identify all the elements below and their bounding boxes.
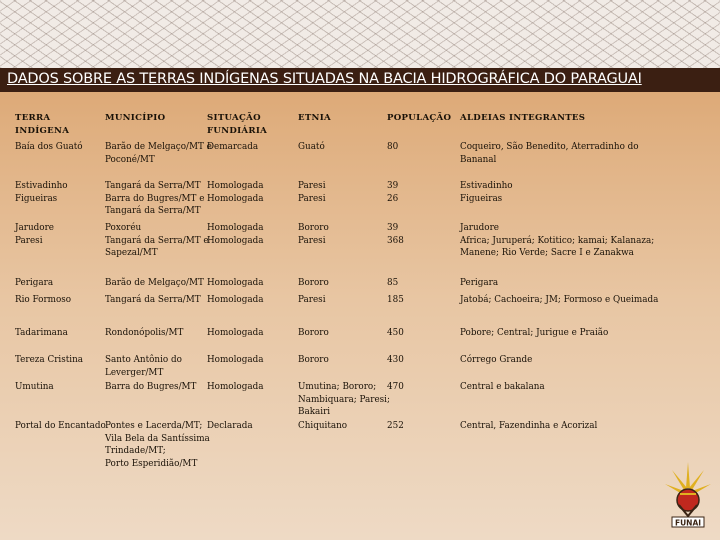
cell-line: Homologada bbox=[207, 193, 264, 204]
cell-line: Demarcada bbox=[207, 142, 259, 152]
cell-populacao bbox=[387, 141, 398, 154]
cell-line: Sapezal/MT bbox=[105, 248, 158, 258]
cell-line: Jarudore bbox=[15, 223, 54, 233]
cell-line: Perigara bbox=[460, 278, 499, 288]
cell-line: Barão de Melgaço/MT e bbox=[105, 142, 212, 152]
cell-line: Chiquitano bbox=[298, 421, 348, 431]
cell-line: 470 bbox=[387, 382, 404, 392]
cell-etnia bbox=[298, 222, 329, 247]
cell-municipio bbox=[105, 141, 212, 166]
cell-line: Poxoréu bbox=[105, 223, 142, 233]
cell-line: Homologada bbox=[207, 181, 264, 191]
cell-line: Paresi bbox=[15, 235, 43, 246]
cell-line: Tadarimana bbox=[15, 328, 68, 338]
cell-line: Bororo bbox=[298, 278, 329, 288]
cell-municipio bbox=[105, 327, 183, 340]
cell-line: Coqueiro, São Benedito, Aterradinho do bbox=[460, 142, 639, 152]
cell-line: 85 bbox=[387, 278, 399, 288]
cell-aldeias bbox=[460, 381, 545, 394]
cell-line: Bakairi bbox=[298, 407, 331, 417]
cell-municipio bbox=[105, 420, 210, 470]
cell-etnia bbox=[298, 420, 347, 433]
cell-line: Paresi bbox=[298, 295, 326, 305]
cell-line: Jatobá; Cachoeira; JM; Formoso e Queimada bbox=[460, 295, 659, 305]
logo-text: FUNAI bbox=[674, 518, 702, 528]
cell-municipio bbox=[105, 222, 209, 260]
cell-line: Leverger/MT bbox=[105, 367, 164, 378]
cell-line: Córrego Grande bbox=[460, 355, 533, 365]
cell-line: Bororo bbox=[298, 328, 329, 338]
cell-line: Barra do Bugres/MT e bbox=[105, 193, 205, 204]
cell-etnia bbox=[298, 327, 329, 340]
cell-terra-indigena bbox=[15, 277, 53, 290]
cell-municipio bbox=[105, 180, 204, 218]
cell-aldeias bbox=[460, 327, 608, 340]
cell-line: Homologada bbox=[207, 295, 264, 305]
feather-headdress-icon bbox=[665, 462, 711, 516]
cell-line: Homologada bbox=[207, 278, 264, 288]
cell-line: 185 bbox=[387, 295, 404, 305]
cell-aldeias bbox=[460, 354, 532, 367]
cell-aldeias bbox=[460, 141, 639, 166]
cell-line: 450 bbox=[387, 328, 404, 338]
cell-line: Bororo bbox=[298, 223, 329, 233]
cell-populacao bbox=[387, 420, 404, 433]
cell-populacao bbox=[387, 354, 404, 367]
cell-aldeias bbox=[460, 180, 513, 205]
cell-etnia bbox=[298, 277, 329, 290]
cell-line: Tangará da Serra/MT bbox=[105, 181, 201, 191]
cell-line: Figueiras bbox=[15, 193, 58, 204]
cell-aldeias bbox=[460, 277, 498, 290]
cell-line: Pontes e Lacerda/MT; bbox=[105, 421, 203, 431]
cell-line: 26 bbox=[387, 193, 399, 204]
cell-line: Perigara bbox=[15, 278, 54, 288]
cell-line: 80 bbox=[387, 142, 399, 152]
cell-line: Homologada bbox=[207, 235, 264, 246]
cell-terra-indigena bbox=[15, 354, 83, 367]
cell-line: Homologada bbox=[207, 382, 264, 392]
cell-line: Santo Antônio do bbox=[105, 355, 182, 365]
cell-etnia bbox=[298, 354, 329, 367]
cell-line: Central e bakalana bbox=[460, 382, 545, 392]
cell-terra-indigena bbox=[15, 222, 54, 247]
cell-line: Baía dos Guató bbox=[15, 142, 83, 152]
cell-line: Vila Bela da Santíssima bbox=[105, 433, 210, 444]
cell-line: Portal do Encantado bbox=[15, 421, 106, 431]
cell-line: 39 bbox=[387, 181, 399, 191]
cell-line: Paresi bbox=[298, 235, 326, 246]
cell-line: Trindade/MT; bbox=[105, 446, 166, 456]
cell-terra-indigena bbox=[15, 327, 68, 340]
cell-line: Rondonópolis/MT bbox=[105, 328, 184, 338]
cell-terra-indigena bbox=[15, 381, 54, 394]
cell-line: Bororo bbox=[298, 355, 329, 365]
cell-line: Declarada bbox=[207, 421, 253, 431]
cell-etnia bbox=[298, 294, 326, 307]
header-situacao-fundiaria: SITUAÇÃO FUNDIÁRIA bbox=[207, 113, 268, 136]
cell-municipio bbox=[105, 381, 196, 394]
cell-line: Central, Fazendinha e Acorizal bbox=[460, 421, 598, 431]
cell-line: Tereza Cristina bbox=[15, 355, 83, 365]
cell-line: Guató bbox=[298, 142, 325, 152]
page-title: DADOS SOBRE AS TERRAS INDÍGENAS SITUADAS NA BACIA HIDROGRÁFICA DO PARAGUAI bbox=[7, 71, 642, 87]
header-municipio: MUNICÍPIO bbox=[105, 113, 166, 123]
header-populacao: POPULAÇÃO bbox=[387, 113, 452, 123]
cell-line: Figueiras bbox=[460, 193, 503, 204]
cell-populacao bbox=[387, 381, 404, 394]
cell-municipio bbox=[105, 277, 204, 290]
cell-aldeias bbox=[460, 420, 597, 433]
cell-situacao bbox=[207, 180, 263, 205]
header-aldeias-integrantes: ALDEIAS INTEGRANTES bbox=[460, 113, 586, 123]
cell-situacao bbox=[207, 277, 263, 290]
cell-situacao bbox=[207, 222, 263, 247]
cell-line: Estivadinho bbox=[15, 181, 68, 191]
cell-terra-indigena bbox=[15, 294, 71, 307]
cell-line: Rio Formoso bbox=[15, 295, 72, 305]
cell-line: Jarudore bbox=[460, 223, 499, 233]
cell-municipio bbox=[105, 354, 182, 379]
cell-line: Nambiquara; Paresi; bbox=[298, 394, 390, 405]
cell-etnia bbox=[298, 180, 326, 205]
header-terra-indigena: TERRA INDÍGENA bbox=[15, 113, 70, 136]
cell-terra-indigena bbox=[15, 141, 83, 154]
cell-line: 39 bbox=[387, 223, 399, 233]
cell-line: 252 bbox=[387, 421, 404, 431]
cell-line: Estivadinho bbox=[460, 181, 513, 191]
cell-aldeias bbox=[460, 294, 658, 307]
cell-populacao bbox=[387, 327, 404, 340]
cell-line: Bananal bbox=[460, 154, 497, 165]
cell-etnia bbox=[298, 141, 325, 154]
cell-etnia bbox=[298, 381, 390, 419]
cell-terra-indigena bbox=[15, 420, 106, 433]
cell-municipio bbox=[105, 294, 201, 307]
cell-line: Homologada bbox=[207, 223, 264, 233]
cell-populacao bbox=[387, 222, 404, 247]
cell-line: Tangará da Serra/MT e bbox=[105, 235, 209, 246]
cell-line: Paresi bbox=[298, 181, 326, 191]
cell-line: Poconé/MT bbox=[105, 154, 155, 165]
cell-line: Paresi bbox=[298, 193, 326, 204]
funai-logo bbox=[662, 458, 714, 536]
cell-line: Manene; Rio Verde; Sacre I e Zanakwa bbox=[460, 248, 634, 258]
cell-line: Africa; Juruperá; Kotitico; kamai; Kalanaza; bbox=[460, 235, 655, 246]
cell-line: Porto Esperidião/MT bbox=[105, 458, 198, 469]
cell-line: 430 bbox=[387, 355, 404, 365]
cell-aldeias bbox=[460, 222, 654, 260]
cell-line: Barra do Bugres/MT bbox=[105, 382, 197, 392]
cell-terra-indigena bbox=[15, 180, 68, 205]
cell-populacao bbox=[387, 277, 398, 290]
cell-situacao bbox=[207, 294, 263, 307]
cell-situacao bbox=[207, 141, 258, 154]
cell-situacao bbox=[207, 327, 263, 340]
cell-line: Umutina bbox=[15, 382, 54, 392]
cell-populacao bbox=[387, 180, 398, 205]
cell-situacao bbox=[207, 381, 263, 394]
cell-line: Pobore; Central; Jurigue e Praião bbox=[460, 328, 609, 338]
cell-line: 368 bbox=[387, 235, 404, 246]
cell-line: Homologada bbox=[207, 355, 264, 365]
cell-line: Umutina; Bororo; bbox=[298, 382, 377, 392]
header-etnia: ETNIA bbox=[298, 113, 331, 123]
cell-line: Barão de Melgaço/MT bbox=[105, 278, 204, 288]
cell-populacao bbox=[387, 294, 404, 307]
cell-line: Tangará da Serra/MT bbox=[105, 295, 201, 305]
cell-situacao bbox=[207, 354, 263, 367]
cell-line: Tangará da Serra/MT bbox=[105, 206, 201, 216]
cell-line: Homologada bbox=[207, 328, 264, 338]
cell-situacao bbox=[207, 420, 253, 433]
decorative-pattern-band bbox=[0, 0, 720, 68]
